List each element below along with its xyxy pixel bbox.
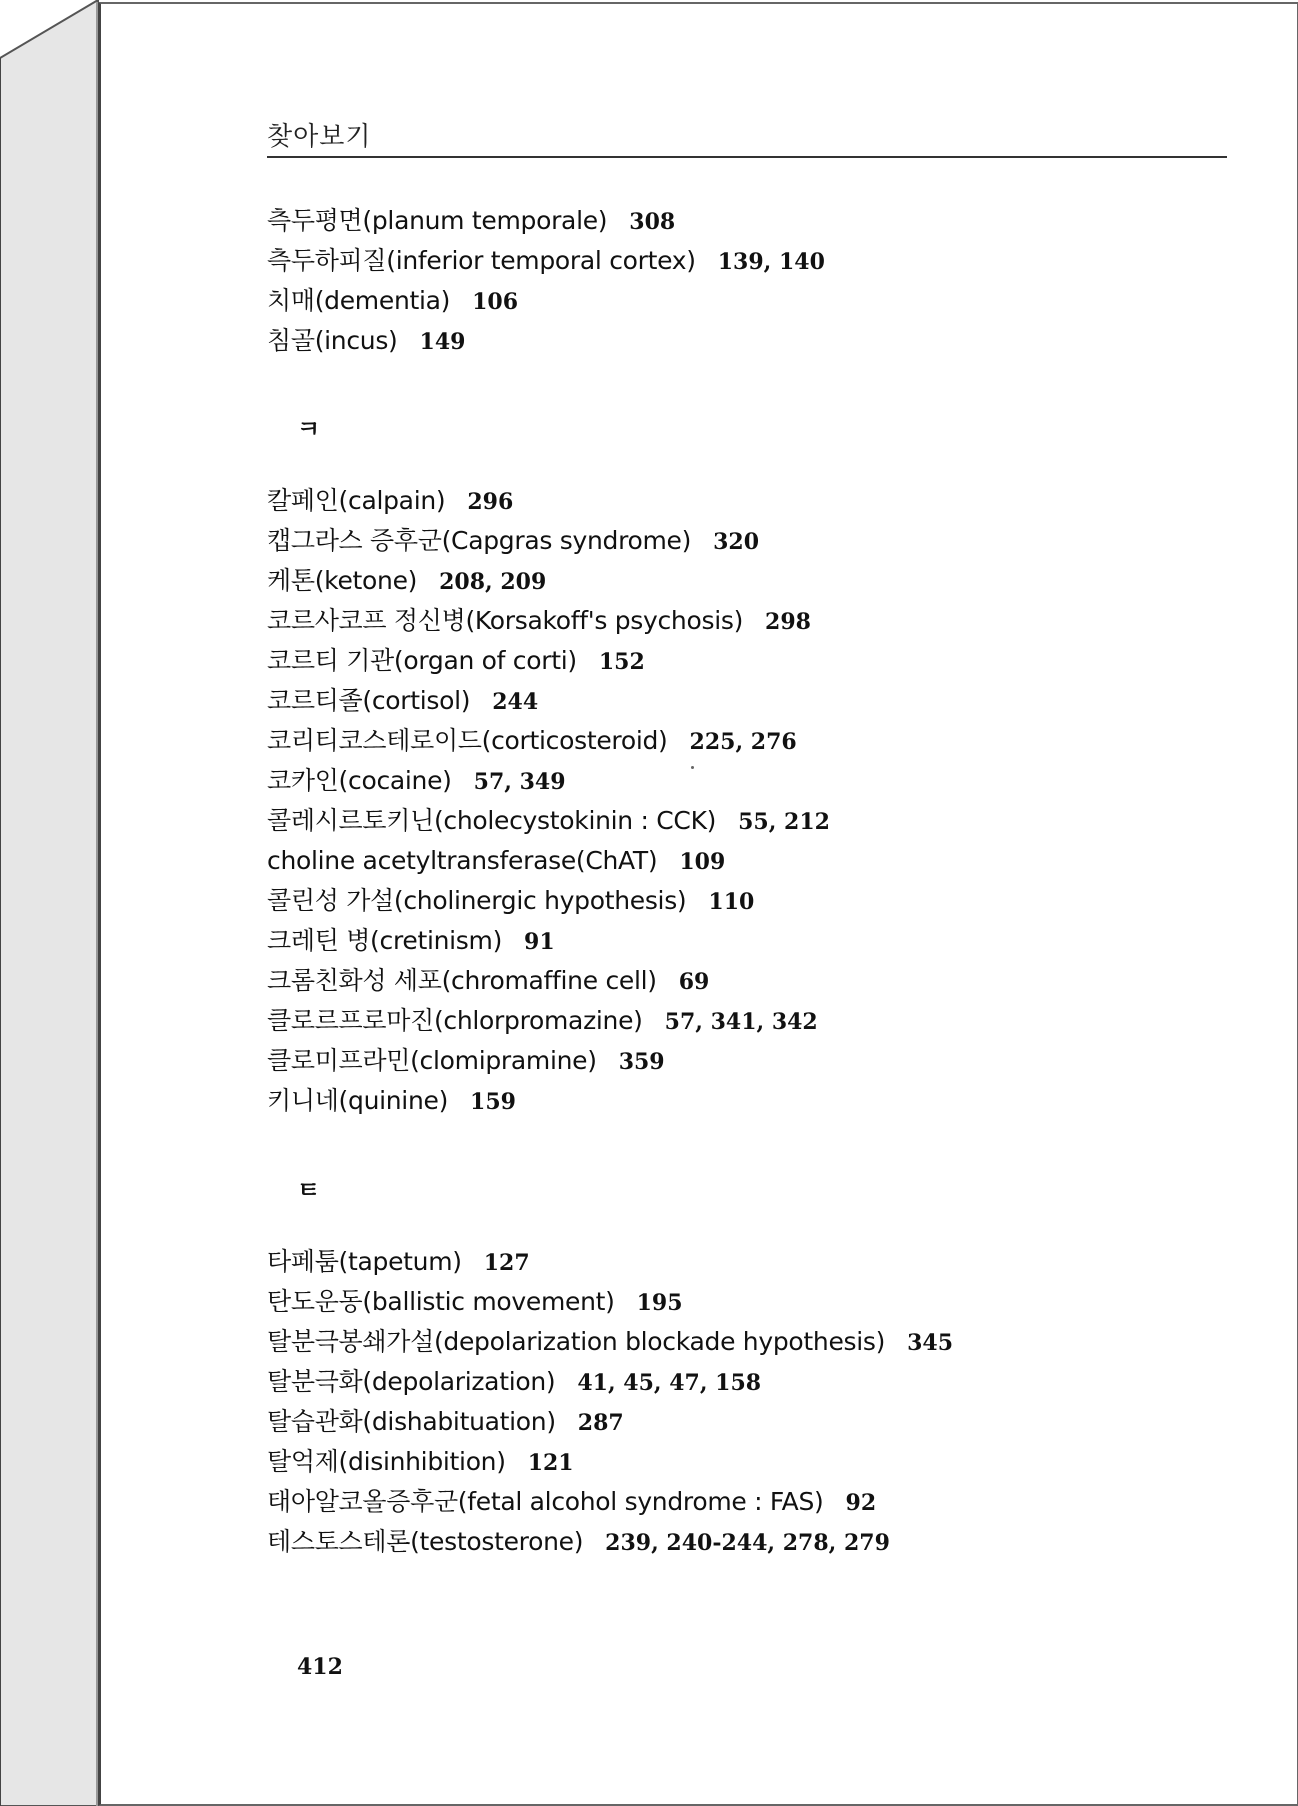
entry-term: 측두하피질(inferior temporal cortex): [267, 246, 696, 275]
entry-term: 치매(dementia): [267, 286, 451, 315]
entry-term: 크레틴 병(cretinism): [267, 926, 503, 955]
entry-pages: 308: [629, 209, 676, 235]
entry-pages: 121: [527, 1450, 574, 1476]
index-entry: [267, 1407, 624, 1438]
entry-term: 탈습관화(dishabituation): [267, 1407, 556, 1436]
entry-pages: 41, 45, 47, 158: [577, 1370, 762, 1396]
entry-pages: 92: [845, 1490, 877, 1516]
index-entry: [267, 646, 645, 677]
index-entry: [267, 966, 709, 997]
entry-term: 코카인(cocaine): [267, 766, 452, 795]
entry-pages: 91: [524, 929, 555, 955]
entry-pages: 345: [907, 1330, 954, 1356]
index-entry: [267, 206, 675, 237]
entry-term: 탈분극봉쇄가설(depolarization blockade hypothesis): [267, 1327, 886, 1356]
entry-pages: 320: [713, 529, 760, 555]
entry-term: 클로르프로마진(chlorpromazine): [267, 1006, 643, 1035]
book-spine: [0, 0, 100, 1806]
entry-pages: 225, 276: [689, 729, 797, 755]
index-entry: [267, 246, 825, 277]
entry-pages: 110: [708, 889, 755, 915]
entry-term: 타페툼(tapetum): [267, 1247, 462, 1276]
entry-term: 침골(incus): [267, 326, 398, 355]
entry-pages: 139, 140: [717, 249, 825, 275]
entry-term: 코르사코프 정신병(Korsakoff's psychosis): [267, 606, 744, 635]
entry-term: 콜린성 가설(cholinergic hypothesis): [267, 886, 687, 915]
entry-pages: 57, 349: [473, 769, 566, 795]
entry-pages: 208, 209: [439, 569, 547, 595]
index-entry: [267, 1367, 761, 1398]
entry-term: choline acetyltransferase(ChAT): [267, 846, 658, 875]
section-letter: ㅋ: [297, 415, 321, 443]
entry-term: 캡그라스 증후군(Capgras syndrome): [267, 526, 692, 555]
page-number: 412: [297, 1654, 343, 1680]
index-entry: [267, 1447, 574, 1478]
entry-term: 태아알코올증후군(fetal alcohol syndrome : FAS): [267, 1487, 824, 1516]
entry-pages: 57, 341, 342: [664, 1009, 818, 1035]
entry-term: 테스토스테론(testosterone): [267, 1527, 584, 1556]
entry-term: 코리티코스테로이드(corticosteroid): [267, 726, 668, 755]
entry-pages: 296: [467, 489, 514, 515]
index-entry: [267, 766, 566, 797]
index-entry: [267, 1086, 516, 1117]
entry-pages: 159: [470, 1089, 516, 1115]
entry-term: 칼페인(calpain): [267, 486, 446, 515]
index-entry: [267, 1287, 683, 1318]
entry-pages: 55, 212: [738, 809, 830, 835]
index-entry: [267, 526, 759, 557]
entry-pages: 127: [483, 1250, 530, 1276]
index-entry: [267, 566, 546, 597]
entry-pages: 195: [636, 1290, 683, 1316]
entry-term: 케톤(ketone): [267, 566, 418, 595]
entry-pages: 149: [419, 329, 466, 355]
entry-term: 탈분극화(depolarization): [267, 1367, 556, 1396]
entry-term: 클로미프라민(clomipramine): [267, 1046, 597, 1075]
entry-term: 측두평면(planum temporale): [267, 206, 608, 235]
index-entry: [267, 1487, 876, 1518]
index-entry: [267, 806, 830, 837]
index-entry: [267, 686, 538, 717]
entry-pages: 69: [678, 969, 710, 995]
index-entry: [267, 1247, 530, 1278]
index-entry: [267, 1046, 665, 1077]
index-entry: [267, 1327, 953, 1358]
entry-pages: 109: [679, 849, 726, 875]
index-entry: [267, 926, 555, 957]
entry-term: 콜레시르토키닌(cholecystokinin : CCK): [267, 806, 717, 835]
entry-pages: 152: [598, 649, 645, 675]
index-entry: [267, 486, 513, 517]
page-header-title: 찾아보기: [267, 122, 372, 152]
entry-term: 코르티졸(cortisol): [267, 686, 471, 715]
entry-pages: 244: [492, 689, 539, 715]
entry-term: 탈억제(disinhibition): [267, 1447, 506, 1476]
index-entry: [267, 846, 725, 877]
entry-pages: 287: [577, 1410, 624, 1436]
entry-pages: 239, 240-244, 278, 279: [605, 1530, 890, 1556]
entry-term: 크롬친화성 세포(chromaffine cell): [267, 966, 657, 995]
entry-pages: 106: [472, 289, 519, 315]
section-letter: ㅌ: [297, 1176, 321, 1204]
index-entry: [267, 286, 518, 317]
index-entry: [267, 886, 754, 917]
entry-pages: 298: [765, 609, 811, 635]
index-entry: [267, 606, 811, 637]
index-entry: [267, 326, 465, 357]
print-speck: [691, 766, 694, 769]
entry-pages: 359: [618, 1049, 665, 1075]
index-entry: [267, 1527, 890, 1558]
entry-term: 키니네(quinine): [267, 1086, 449, 1115]
index-entry: [267, 726, 797, 757]
entry-term: 탄도운동(ballistic movement): [267, 1287, 615, 1316]
book-page: [98, 2, 1298, 1806]
entry-term: 코르티 기관(organ of corti): [267, 646, 577, 675]
header-rule: [267, 156, 1227, 158]
index-entry: [267, 1006, 818, 1037]
